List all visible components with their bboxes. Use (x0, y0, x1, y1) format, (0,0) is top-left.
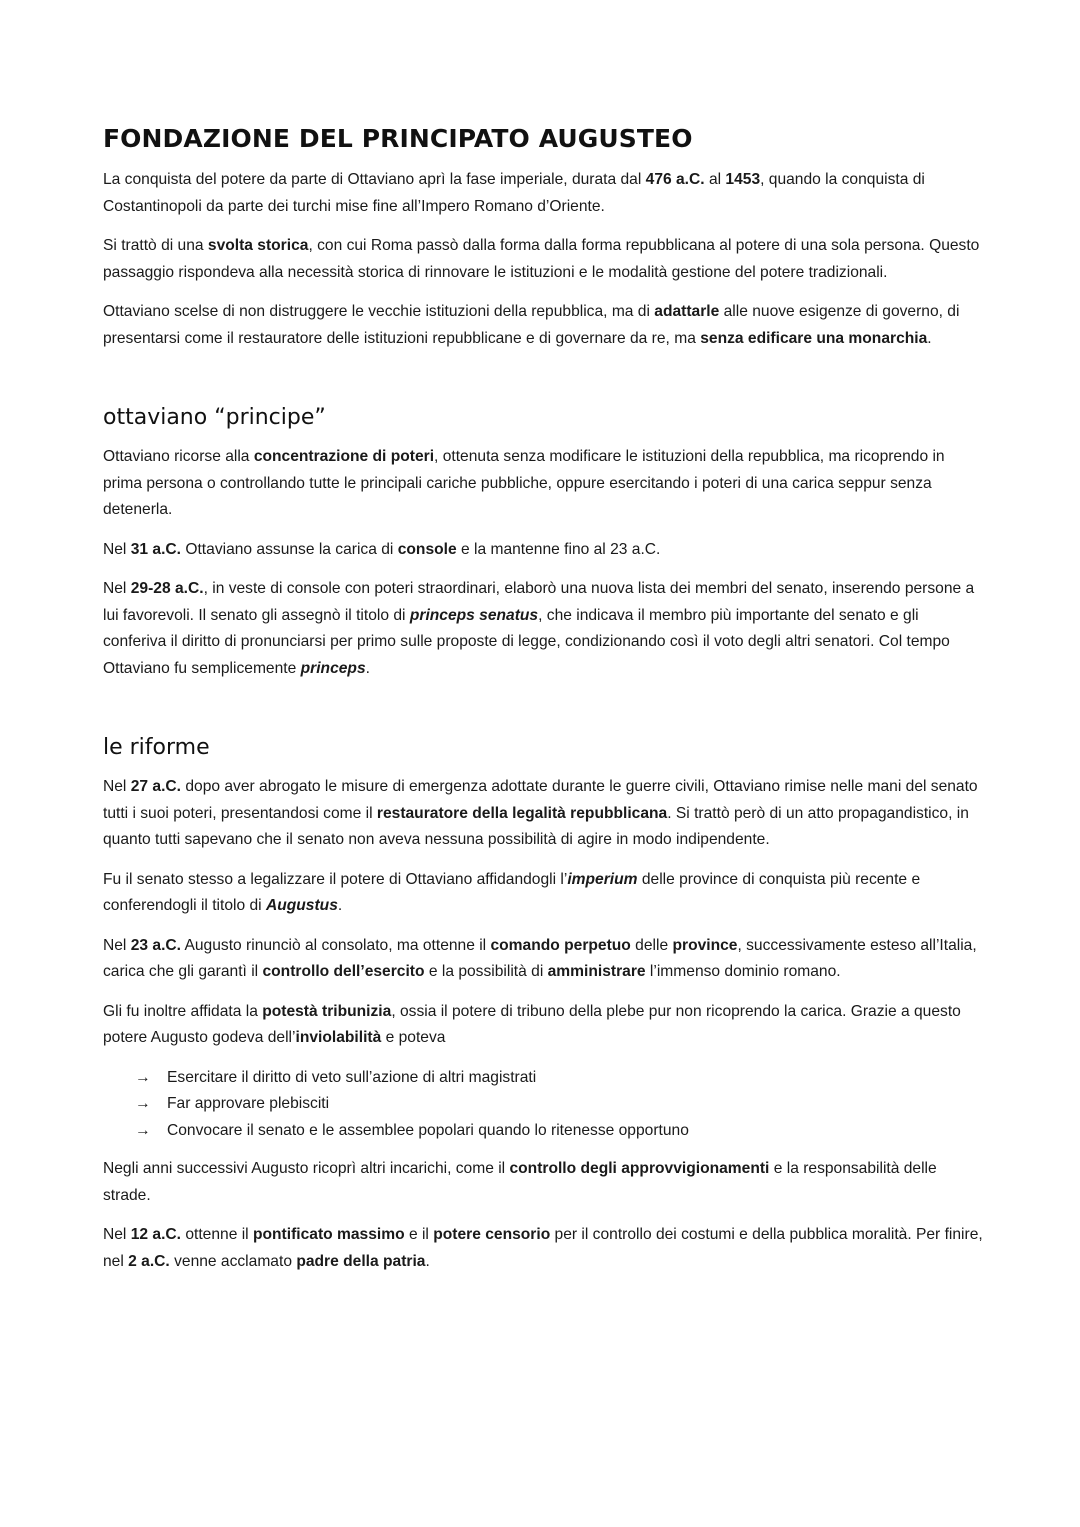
emphasis-text: comando perpetuo (490, 936, 631, 954)
emphasis-text: inviolabilità (295, 1029, 382, 1046)
paragraph-riforme-3: Nel 23 a.C. Augusto rinunciò al consolato, ma ottenne il comando perpetuo delle province, successivamente esteso all’Italia, carica che gli garantì il controllo dell’esercito e la possibilità di amministrare l’immenso dominio romano. (103, 936, 977, 980)
list-item (135, 1118, 983, 1145)
paragraph-principe-1: Ottaviano ricorse alla concentrazione di poteri, ottenuta senza modificare le istituzioni della repubblica, ma ricoprendo in prima persona o controllando tutte le principali cariche pubbliche, oppure esercitando i poteri di una carica seppur senza detenerla. (103, 448, 945, 518)
emphasis-text: padre della patria (296, 1252, 426, 1270)
emphasis-text: restauratore della legalità repubblicana (376, 804, 668, 822)
section-spacer (103, 695, 983, 735)
emphasis-text: 1453 (725, 171, 761, 188)
section-heading-riforme: le riforme (103, 735, 210, 760)
emphasis-text: princeps senatus (409, 606, 539, 624)
section-heading-principe: ottaviano “principe” (103, 405, 326, 430)
emphasis-text: 23 a.C. (130, 936, 182, 954)
emphasis-text: amministrare (547, 963, 646, 980)
emphasis-text: controllo degli approvvigionamenti (509, 1160, 770, 1177)
arrow-icon: → (135, 1068, 151, 1086)
powers-list (103, 1065, 983, 1145)
paragraph-intro-1: La conquista del potere da parte di Ottaviano aprì la fase imperiale, durata dal 476 a.C. al 1453, quando la conquista di Costantinopoli da parte dei turchi mise fine all’Impero Romano d’Oriente. (103, 171, 925, 215)
paragraph-riforme-6: Nel 12 a.C. ottenne il pontificato massimo e il potere censorio per il controllo dei costumi e della pubblica moralità. Per finire, nel 2 a.C. venne acclamato padre della patria. (103, 1226, 983, 1270)
emphasis-text: 12 a.C. (130, 1226, 182, 1243)
arrow-icon: → (135, 1121, 151, 1139)
emphasis-text: potestà tribunizia (262, 1002, 392, 1020)
section-spacer (103, 365, 983, 405)
emphasis-text: 27 a.C. (130, 778, 182, 795)
emphasis-text: 31 a.C. (130, 540, 182, 558)
emphasis-text: 2 a.C. (128, 1252, 170, 1270)
paragraph-principe-3: Nel 29-28 a.C., in veste di console con poteri straordinari, elaborò una nuova lista dei membri del senato, inserendo persone a lui favorevoli. Il senato gli assegnò il titolo di princeps senatus, che indicava il membro più importante del senato e gli conferiva il diritto di pronunciarsi per primo sulle proposte di legge, condizionando così il voto degli altri senatori. Col tempo Ottaviano fu semplicemente princeps. (103, 580, 975, 677)
page-title: FONDAZIONE DEL PRINCIPATO AUGUSTEO (103, 124, 693, 153)
paragraph-intro-2: Si trattò di una svolta storica, con cui Roma passò dalla forma dalla forma repubblicana al potere di una sola persona. Questo passaggio rispondeva alla necessità storica di rinnovare le istituzioni e le modalità gestione del potere tradizionali. (103, 237, 980, 281)
emphasis-text: console (397, 540, 457, 558)
list-item (135, 1065, 983, 1092)
paragraph-riforme-5: Negli anni successivi Augusto ricoprì altri incarichi, come il controllo degli approvvigionamenti e la responsabilità delle strade. (103, 1160, 937, 1204)
paragraph-riforme-4: Gli fu inoltre affidata la potestà tribunizia, ossia il potere di tribuno della plebe pur non ricoprendo la carica. Grazie a questo potere Augusto godeva dell’inviolabilità e poteva (103, 1002, 961, 1046)
arrow-icon: → (135, 1095, 151, 1112)
emphasis-text: adattarle (654, 303, 720, 320)
emphasis-text: 29-28 a.C. (130, 580, 204, 597)
paragraph-intro-3: Ottaviano scelse di non distruggere le vecchie istituzioni della repubblica, ma di adattarle alle nuove esigenze di governo, di presentarsi come il restauratore delle istituzioni repubblicane e di governare da re, ma senza edificare una monarchia. (103, 303, 960, 347)
list-item-text: Far approvare plebisciti (167, 1095, 330, 1112)
emphasis-text: senza edificare una monarchia (700, 329, 928, 347)
emphasis-text: svolta storica (207, 237, 309, 254)
list-item (135, 1091, 983, 1118)
emphasis-text: potere censorio (433, 1226, 551, 1243)
paragraph-principe-2: Nel 31 a.C. Ottaviano assunse la carica di console e la mantenne fino al 23 a.C. (103, 540, 661, 558)
paragraph-riforme-2: Fu il senato stesso a legalizzare il potere di Ottaviano affidandogli l’imperium delle province di conquista più recente e conferendogli il titolo di Augustus. (103, 870, 921, 914)
emphasis-text: Augustus (265, 897, 338, 914)
emphasis-text: princeps (300, 659, 366, 677)
list-item-text: Esercitare il diritto di veto sull’azione di altri magistrati (167, 1068, 537, 1086)
paragraph-riforme-1: Nel 27 a.C. dopo aver abrogato le misure di emergenza adottate durante le guerre civili, Ottaviano rimise nelle mani del senato tutti i suoi poteri, presentandosi come il restauratore della legalità repubblicana. Si trattò però di un atto propagandistico, in quanto tutti sapevano che il senato non aveva nessuna possibilità di agire in modo indipendente. (103, 778, 978, 848)
emphasis-text: pontificato massimo (252, 1226, 405, 1243)
list-item-text: Convocare il senato e le assemblee popolari quando lo ritenesse opportuno (167, 1121, 689, 1139)
emphasis-text: 476 a.C. (645, 171, 705, 188)
emphasis-text: controllo dell’esercito (262, 963, 425, 980)
emphasis-text: imperium (567, 870, 638, 888)
emphasis-text: province (672, 936, 738, 954)
document-content (103, 124, 983, 1288)
emphasis-text: concentrazione di poteri (253, 448, 435, 465)
